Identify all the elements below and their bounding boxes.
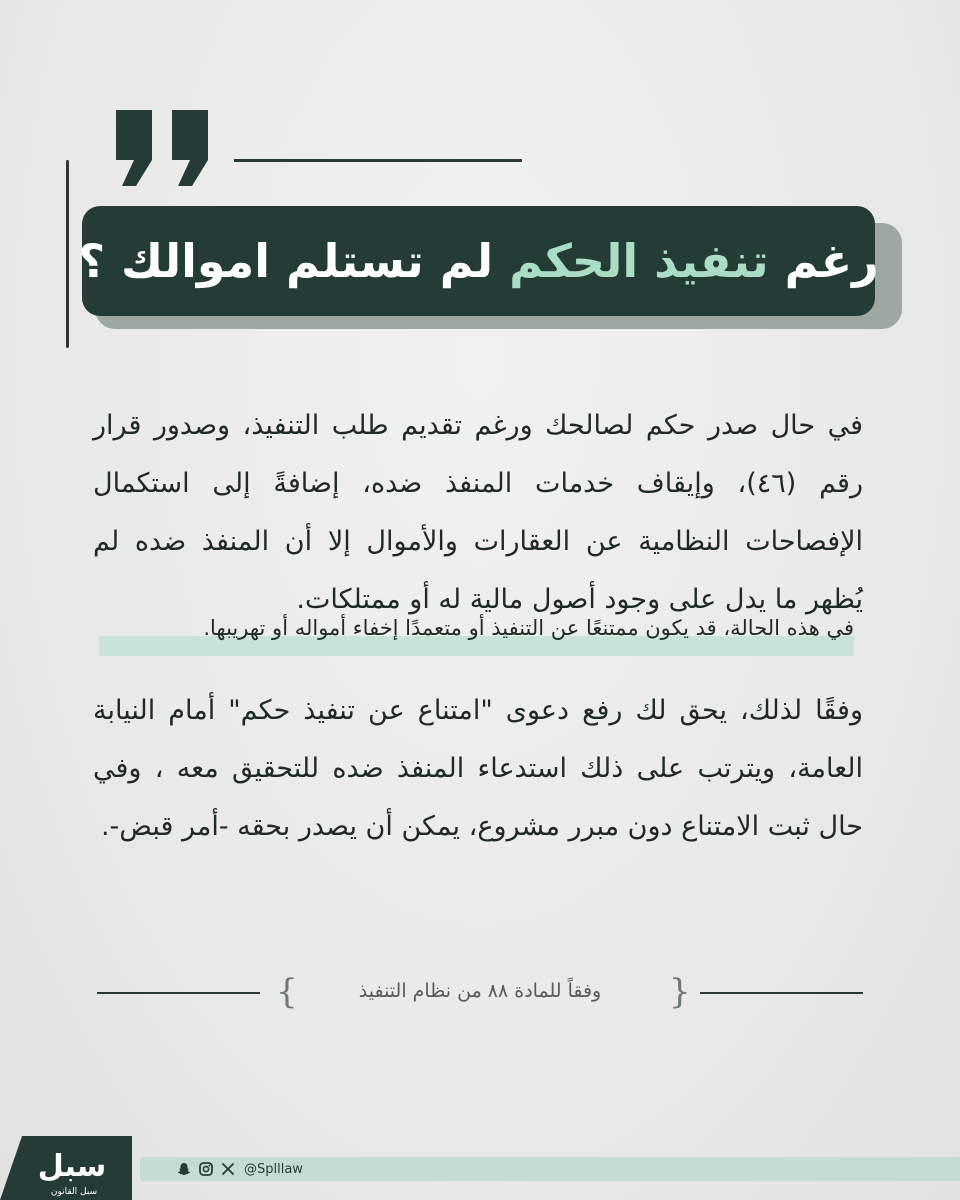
social-links: [176, 1157, 303, 1181]
instagram-icon[interactable]: [198, 1161, 214, 1177]
quote-mark-icon: [108, 100, 218, 200]
paragraph-intro: في حال صدر حكم لصالحك ورغم تقديم طلب التنفيذ، وصدور قرار رقم (٤٦)، وإيقاف خدمات المنفذ ضده، إضافةً إلى استكمال الإفصاحات النظامية عن العقارات والأموال إلا أن المنفذ ضده لم يُظهر ما يدل على وجود أصول مالية له أو ممتلكات.: [93, 410, 864, 615]
page-title: [78, 234, 878, 288]
highlight-text: في هذه الحالة، قد يكون ممتنعًا عن التنفيذ أو متعمدًا إخفاء أمواله أو تهريبها.: [203, 616, 854, 640]
source-divider-left: [97, 992, 260, 994]
source-divider-right: [700, 992, 863, 994]
top-divider: [234, 159, 522, 162]
logo-subtitle: سبل القانون: [50, 1187, 98, 1197]
vertical-divider: [66, 160, 69, 348]
logo-mark: سبل: [37, 1149, 107, 1184]
source-citation: وفقاً للمادة ٨٨ من نظام التنفيذ: [358, 980, 602, 1002]
title-banner: [78, 206, 879, 316]
title-part2: لم تستلم اموالك ؟: [78, 234, 510, 288]
snapchat-icon[interactable]: [176, 1161, 192, 1177]
title-accent: تنفيذ الحكم: [509, 234, 769, 288]
title-part1: رغم: [768, 234, 879, 288]
paragraph-action: وفقًا لذلك، يحق لك رفع دعوى "امتناع عن تنفيذ حكم" أمام النيابة العامة، ويترتب على ذلك استدعاء المنفذ ضده للتحقيق معه ، وفي حال ثبت الامتناع دون مبرر مشروع، يمكن أن يصدر بحقه -أمر قبض-.: [93, 695, 863, 842]
brace-right-icon: }: [669, 972, 691, 1012]
brand-logo: [0, 1134, 132, 1200]
brace-left-icon: {: [276, 972, 298, 1012]
social-handle[interactable]: @Splllaw: [244, 1161, 303, 1177]
x-icon[interactable]: [220, 1161, 236, 1177]
highlight-line: [99, 612, 854, 656]
